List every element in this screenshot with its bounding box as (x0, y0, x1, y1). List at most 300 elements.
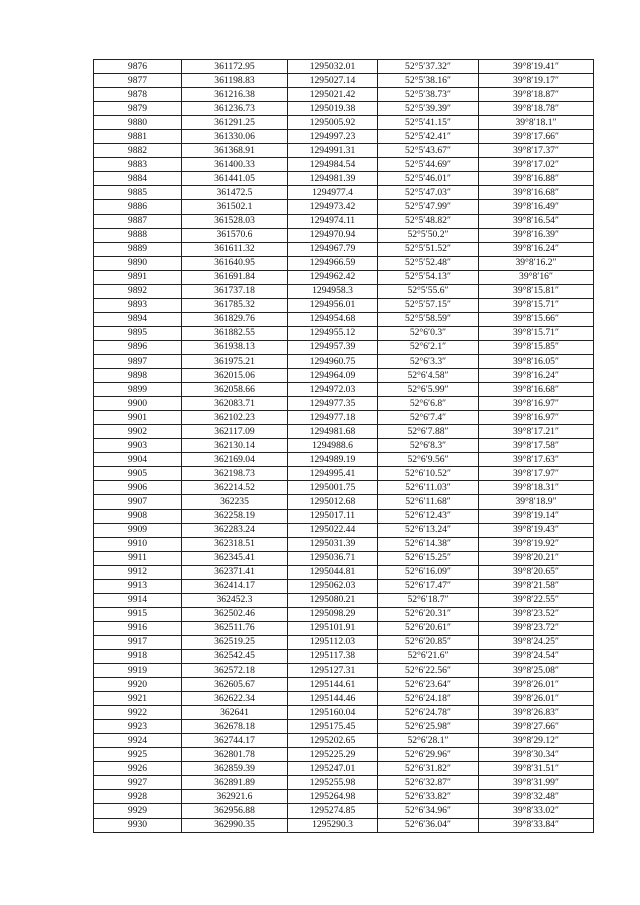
x-coordinate-cell: 361640.95 (182, 256, 288, 270)
x-coordinate-cell: 362015.06 (182, 369, 288, 383)
x-coordinate-cell: 362502.46 (182, 607, 288, 621)
latitude-cell: 52°5′38.73″ (378, 88, 479, 102)
longitude-cell: 39°8′29.12″ (479, 734, 594, 748)
point-number-cell: 9891 (94, 270, 182, 284)
longitude-cell: 39°8′26.83″ (479, 706, 594, 720)
longitude-cell: 39°8′16.54″ (479, 214, 594, 228)
table-row (94, 144, 594, 158)
longitude-cell: 39°8′27.66″ (479, 720, 594, 734)
latitude-cell: 52°6′21.6″ (378, 649, 479, 663)
table-row (94, 158, 594, 172)
x-coordinate-cell: 361691.84 (182, 270, 288, 284)
longitude-cell: 39°8′16.97″ (479, 397, 594, 411)
longitude-cell: 39°8′23.52″ (479, 607, 594, 621)
latitude-cell: 52°5′57.15″ (378, 298, 479, 312)
point-number-cell: 9886 (94, 200, 182, 214)
x-coordinate-cell: 362921.6 (182, 790, 288, 804)
point-number-cell: 9887 (94, 214, 182, 228)
y-coordinate-cell: 1295036.71 (288, 551, 378, 565)
table-row (94, 270, 594, 284)
x-coordinate-cell: 361570.6 (182, 228, 288, 242)
table-row (94, 369, 594, 383)
x-coordinate-cell: 361737.18 (182, 284, 288, 298)
point-number-cell: 9895 (94, 326, 182, 340)
table-row (94, 186, 594, 200)
latitude-cell: 52°5′38.16″ (378, 74, 479, 88)
point-number-cell: 9905 (94, 467, 182, 481)
point-number-cell: 9925 (94, 748, 182, 762)
x-coordinate-cell: 362859.39 (182, 762, 288, 776)
latitude-cell: 52°6′31.82″ (378, 762, 479, 776)
longitude-cell: 39°8′19.43″ (479, 523, 594, 537)
longitude-cell: 39°8′31.51″ (479, 762, 594, 776)
y-coordinate-cell: 1295175.45 (288, 720, 378, 734)
y-coordinate-cell: 1295022.44 (288, 523, 378, 537)
table-row (94, 776, 594, 790)
table-row (94, 467, 594, 481)
table-row (94, 706, 594, 720)
point-number-cell: 9898 (94, 369, 182, 383)
latitude-cell: 52°6′12.43″ (378, 509, 479, 523)
table-row (94, 326, 594, 340)
latitude-cell: 52°6′2.1″ (378, 340, 479, 354)
y-coordinate-cell: 1294995.41 (288, 467, 378, 481)
latitude-cell: 52°5′43.67″ (378, 144, 479, 158)
longitude-cell: 39°8′17.66″ (479, 130, 594, 144)
x-coordinate-cell: 361785.32 (182, 298, 288, 312)
x-coordinate-cell: 362956.88 (182, 804, 288, 818)
point-number-cell: 9877 (94, 74, 182, 88)
x-coordinate-cell: 361829.76 (182, 312, 288, 326)
y-coordinate-cell: 1295160.04 (288, 706, 378, 720)
latitude-cell: 52°6′36.04″ (378, 818, 479, 832)
y-coordinate-cell: 1294981.39 (288, 172, 378, 186)
point-number-cell: 9922 (94, 706, 182, 720)
table-row (94, 551, 594, 565)
y-coordinate-cell: 1295144.46 (288, 692, 378, 706)
x-coordinate-cell: 362891.89 (182, 776, 288, 790)
table-row (94, 664, 594, 678)
point-number-cell: 9916 (94, 621, 182, 635)
point-number-cell: 9892 (94, 284, 182, 298)
x-coordinate-cell: 361502.1 (182, 200, 288, 214)
table-row (94, 298, 594, 312)
longitude-cell: 39°8′15.66″ (479, 312, 594, 326)
x-coordinate-cell: 362511.76 (182, 621, 288, 635)
y-coordinate-cell: 1294997.23 (288, 130, 378, 144)
y-coordinate-cell: 1294981.68 (288, 425, 378, 439)
y-coordinate-cell: 1294957.39 (288, 340, 378, 354)
longitude-cell: 39°8′16.39″ (479, 228, 594, 242)
x-coordinate-cell: 362414.17 (182, 579, 288, 593)
x-coordinate-cell: 362371.41 (182, 565, 288, 579)
point-number-cell: 9914 (94, 593, 182, 607)
y-coordinate-cell: 1295080.21 (288, 593, 378, 607)
latitude-cell: 52°6′18.7″ (378, 593, 479, 607)
longitude-cell: 39°8′17.21″ (479, 425, 594, 439)
x-coordinate-cell: 362542.45 (182, 649, 288, 663)
point-number-cell: 9880 (94, 116, 182, 130)
point-number-cell: 9907 (94, 495, 182, 509)
table-row (94, 453, 594, 467)
y-coordinate-cell: 1294988.6 (288, 439, 378, 453)
y-coordinate-cell: 1294962.42 (288, 270, 378, 284)
x-coordinate-cell: 361975.21 (182, 354, 288, 368)
longitude-cell: 39°8′26.01″ (479, 692, 594, 706)
point-number-cell: 9876 (94, 60, 182, 74)
point-number-cell: 9911 (94, 551, 182, 565)
x-coordinate-cell: 361198.83 (182, 74, 288, 88)
latitude-cell: 52°6′8.3″ (378, 439, 479, 453)
table-row (94, 340, 594, 354)
point-number-cell: 9896 (94, 340, 182, 354)
y-coordinate-cell: 1294977.4 (288, 186, 378, 200)
y-coordinate-cell: 1295117.38 (288, 649, 378, 663)
longitude-cell: 39°8′18.87″ (479, 88, 594, 102)
longitude-cell: 39°8′17.37″ (479, 144, 594, 158)
point-number-cell: 9900 (94, 397, 182, 411)
longitude-cell: 39°8′26.01″ (479, 678, 594, 692)
y-coordinate-cell: 1295021.42 (288, 88, 378, 102)
x-coordinate-cell: 362198.73 (182, 467, 288, 481)
longitude-cell: 39°8′18.78″ (479, 102, 594, 116)
x-coordinate-cell: 362572.18 (182, 664, 288, 678)
y-coordinate-cell: 1295255.98 (288, 776, 378, 790)
longitude-cell: 39°8′22.55″ (479, 593, 594, 607)
latitude-cell: 52°6′17.47″ (378, 579, 479, 593)
table-row (94, 74, 594, 88)
longitude-cell: 39°8′19.41″ (479, 60, 594, 74)
table-row (94, 818, 594, 832)
table-row (94, 565, 594, 579)
y-coordinate-cell: 1294974.11 (288, 214, 378, 228)
longitude-cell: 39°8′16.2″ (479, 256, 594, 270)
point-number-cell: 9903 (94, 439, 182, 453)
latitude-cell: 52°5′51.52″ (378, 242, 479, 256)
latitude-cell: 52°5′58.59″ (378, 312, 479, 326)
x-coordinate-cell: 362083.71 (182, 397, 288, 411)
x-coordinate-cell: 362258.19 (182, 509, 288, 523)
point-number-cell: 9917 (94, 635, 182, 649)
point-number-cell: 9926 (94, 762, 182, 776)
x-coordinate-cell: 362235 (182, 495, 288, 509)
point-number-cell: 9894 (94, 312, 182, 326)
point-number-cell: 9884 (94, 172, 182, 186)
longitude-cell: 39°8′16.68″ (479, 186, 594, 200)
latitude-cell: 52°6′25.98″ (378, 720, 479, 734)
point-number-cell: 9921 (94, 692, 182, 706)
coordinates-table (93, 59, 594, 833)
point-number-cell: 9927 (94, 776, 182, 790)
y-coordinate-cell: 1294966.59 (288, 256, 378, 270)
table-row (94, 607, 594, 621)
latitude-cell: 52°6′3.3″ (378, 354, 479, 368)
table-row (94, 411, 594, 425)
point-number-cell: 9901 (94, 411, 182, 425)
x-coordinate-cell: 361938.13 (182, 340, 288, 354)
latitude-cell: 52°6′24.78″ (378, 706, 479, 720)
latitude-cell: 52°6′34.96″ (378, 804, 479, 818)
table-row (94, 312, 594, 326)
x-coordinate-cell: 362519.25 (182, 635, 288, 649)
x-coordinate-cell: 362169.04 (182, 453, 288, 467)
point-number-cell: 9928 (94, 790, 182, 804)
latitude-cell: 52°6′20.85″ (378, 635, 479, 649)
y-coordinate-cell: 1294989.19 (288, 453, 378, 467)
table-row (94, 621, 594, 635)
x-coordinate-cell: 362990.35 (182, 818, 288, 832)
point-number-cell: 9889 (94, 242, 182, 256)
table-row (94, 593, 594, 607)
x-coordinate-cell: 361172.95 (182, 60, 288, 74)
longitude-cell: 39°8′19.92″ (479, 537, 594, 551)
x-coordinate-cell: 361236.73 (182, 102, 288, 116)
longitude-cell: 39°8′18.1″ (479, 116, 594, 130)
y-coordinate-cell: 1294977.35 (288, 397, 378, 411)
point-number-cell: 9918 (94, 649, 182, 663)
y-coordinate-cell: 1295012.68 (288, 495, 378, 509)
latitude-cell: 52°5′44.69″ (378, 158, 479, 172)
latitude-cell: 52°6′7.4″ (378, 411, 479, 425)
latitude-cell: 52°6′9.56″ (378, 453, 479, 467)
table-row (94, 284, 594, 298)
y-coordinate-cell: 1295247.01 (288, 762, 378, 776)
latitude-cell: 52°6′14.38″ (378, 537, 479, 551)
latitude-cell: 52°6′29.96″ (378, 748, 479, 762)
longitude-cell: 39°8′15.71″ (479, 326, 594, 340)
longitude-cell: 39°8′32.48″ (479, 790, 594, 804)
x-coordinate-cell: 361330.06 (182, 130, 288, 144)
point-number-cell: 9908 (94, 509, 182, 523)
point-number-cell: 9930 (94, 818, 182, 832)
point-number-cell: 9919 (94, 664, 182, 678)
table-row (94, 748, 594, 762)
latitude-cell: 52°5′54.13″ (378, 270, 479, 284)
point-number-cell: 9923 (94, 720, 182, 734)
longitude-cell: 39°8′16.05″ (479, 354, 594, 368)
point-number-cell: 9881 (94, 130, 182, 144)
table-row (94, 354, 594, 368)
x-coordinate-cell: 362345.41 (182, 551, 288, 565)
x-coordinate-cell: 362058.66 (182, 383, 288, 397)
point-number-cell: 9899 (94, 383, 182, 397)
latitude-cell: 52°6′5.99″ (378, 383, 479, 397)
point-number-cell: 9888 (94, 228, 182, 242)
latitude-cell: 52°5′47.03″ (378, 186, 479, 200)
y-coordinate-cell: 1295202.65 (288, 734, 378, 748)
longitude-cell: 39°8′16.97″ (479, 411, 594, 425)
longitude-cell: 39°8′31.99″ (479, 776, 594, 790)
longitude-cell: 39°8′20.65″ (479, 565, 594, 579)
table-row (94, 228, 594, 242)
x-coordinate-cell: 362452.3 (182, 593, 288, 607)
point-number-cell: 9897 (94, 354, 182, 368)
latitude-cell: 52°5′37.32″ (378, 60, 479, 74)
point-number-cell: 9904 (94, 453, 182, 467)
table-row (94, 649, 594, 663)
point-number-cell: 9913 (94, 579, 182, 593)
x-coordinate-cell: 362130.14 (182, 439, 288, 453)
x-coordinate-cell: 362622.34 (182, 692, 288, 706)
x-coordinate-cell: 361400.33 (182, 158, 288, 172)
table-row (94, 537, 594, 551)
point-number-cell: 9882 (94, 144, 182, 158)
x-coordinate-cell: 361441.05 (182, 172, 288, 186)
longitude-cell: 39°8′15.85″ (479, 340, 594, 354)
longitude-cell: 39°8′24.54″ (479, 649, 594, 663)
longitude-cell: 39°8′16.88″ (479, 172, 594, 186)
point-number-cell: 9902 (94, 425, 182, 439)
point-number-cell: 9912 (94, 565, 182, 579)
y-coordinate-cell: 1295274.85 (288, 804, 378, 818)
point-number-cell: 9906 (94, 481, 182, 495)
latitude-cell: 52°6′0.3″ (378, 326, 479, 340)
point-number-cell: 9879 (94, 102, 182, 116)
latitude-cell: 52°6′4.58″ (378, 369, 479, 383)
latitude-cell: 52°6′13.24″ (378, 523, 479, 537)
point-number-cell: 9909 (94, 523, 182, 537)
longitude-cell: 39°8′18.31″ (479, 481, 594, 495)
x-coordinate-cell: 362318.51 (182, 537, 288, 551)
latitude-cell: 52°6′28.1″ (378, 734, 479, 748)
y-coordinate-cell: 1295098.29 (288, 607, 378, 621)
table-row (94, 790, 594, 804)
latitude-cell: 52°6′11.68″ (378, 495, 479, 509)
table-row (94, 734, 594, 748)
latitude-cell: 52°6′15.25″ (378, 551, 479, 565)
longitude-cell: 39°8′19.14″ (479, 509, 594, 523)
longitude-cell: 39°8′33.02″ (479, 804, 594, 818)
longitude-cell: 39°8′17.02″ (479, 158, 594, 172)
y-coordinate-cell: 1295031.39 (288, 537, 378, 551)
longitude-cell: 39°8′18.9″ (479, 495, 594, 509)
latitude-cell: 52°5′42.41″ (378, 130, 479, 144)
latitude-cell: 52°5′50.2″ (378, 228, 479, 242)
y-coordinate-cell: 1294955.12 (288, 326, 378, 340)
point-number-cell: 9920 (94, 678, 182, 692)
table-row (94, 383, 594, 397)
y-coordinate-cell: 1294970.94 (288, 228, 378, 242)
latitude-cell: 52°5′47.99″ (378, 200, 479, 214)
table-row (94, 200, 594, 214)
point-number-cell: 9929 (94, 804, 182, 818)
y-coordinate-cell: 1295044.81 (288, 565, 378, 579)
x-coordinate-cell: 361291.25 (182, 116, 288, 130)
y-coordinate-cell: 1295019.38 (288, 102, 378, 116)
y-coordinate-cell: 1295017.11 (288, 509, 378, 523)
y-coordinate-cell: 1294958.3 (288, 284, 378, 298)
y-coordinate-cell: 1295062.03 (288, 579, 378, 593)
x-coordinate-cell: 362605.67 (182, 678, 288, 692)
y-coordinate-cell: 1294960.75 (288, 354, 378, 368)
longitude-cell: 39°8′16.49″ (479, 200, 594, 214)
table-row (94, 214, 594, 228)
table-row (94, 804, 594, 818)
y-coordinate-cell: 1294991.31 (288, 144, 378, 158)
latitude-cell: 52°5′55.6″ (378, 284, 479, 298)
y-coordinate-cell: 1294954.68 (288, 312, 378, 326)
table-row (94, 495, 594, 509)
longitude-cell: 39°8′24.25″ (479, 635, 594, 649)
latitude-cell: 52°6′24.18″ (378, 692, 479, 706)
latitude-cell: 52°5′41.15″ (378, 116, 479, 130)
x-coordinate-cell: 362283.24 (182, 523, 288, 537)
x-coordinate-cell: 362801.78 (182, 748, 288, 762)
latitude-cell: 52°6′11.03″ (378, 481, 479, 495)
longitude-cell: 39°8′16″ (479, 270, 594, 284)
y-coordinate-cell: 1294984.54 (288, 158, 378, 172)
coordinates-table-body (94, 60, 594, 833)
y-coordinate-cell: 1295264.98 (288, 790, 378, 804)
table-row (94, 762, 594, 776)
longitude-cell: 39°8′16.24″ (479, 369, 594, 383)
table-row (94, 88, 594, 102)
longitude-cell: 39°8′33.84″ (479, 818, 594, 832)
x-coordinate-cell: 361611.32 (182, 242, 288, 256)
latitude-cell: 52°6′23.64″ (378, 678, 479, 692)
y-coordinate-cell: 1295290.3 (288, 818, 378, 832)
x-coordinate-cell: 361472.5 (182, 186, 288, 200)
x-coordinate-cell: 362678.18 (182, 720, 288, 734)
table-row (94, 439, 594, 453)
longitude-cell: 39°8′16.24″ (479, 242, 594, 256)
latitude-cell: 52°5′46.01″ (378, 172, 479, 186)
longitude-cell: 39°8′17.63″ (479, 453, 594, 467)
y-coordinate-cell: 1294967.79 (288, 242, 378, 256)
longitude-cell: 39°8′19.17″ (479, 74, 594, 88)
y-coordinate-cell: 1295032.01 (288, 60, 378, 74)
longitude-cell: 39°8′16.68″ (479, 383, 594, 397)
y-coordinate-cell: 1295112.03 (288, 635, 378, 649)
y-coordinate-cell: 1295005.92 (288, 116, 378, 130)
y-coordinate-cell: 1294964.09 (288, 369, 378, 383)
y-coordinate-cell: 1295225.29 (288, 748, 378, 762)
table-row (94, 425, 594, 439)
latitude-cell: 52°6′6.8″ (378, 397, 479, 411)
point-number-cell: 9890 (94, 256, 182, 270)
latitude-cell: 52°6′22.56″ (378, 664, 479, 678)
point-number-cell: 9910 (94, 537, 182, 551)
point-number-cell: 9878 (94, 88, 182, 102)
y-coordinate-cell: 1294977.18 (288, 411, 378, 425)
table-row (94, 635, 594, 649)
point-number-cell: 9893 (94, 298, 182, 312)
point-number-cell: 9885 (94, 186, 182, 200)
table-row (94, 481, 594, 495)
table-row (94, 523, 594, 537)
latitude-cell: 52°6′32.87″ (378, 776, 479, 790)
x-coordinate-cell: 361882.55 (182, 326, 288, 340)
table-row (94, 256, 594, 270)
longitude-cell: 39°8′15.81″ (479, 284, 594, 298)
latitude-cell: 52°6′20.61″ (378, 621, 479, 635)
latitude-cell: 52°6′7.88″ (378, 425, 479, 439)
table-row (94, 242, 594, 256)
table-row (94, 678, 594, 692)
y-coordinate-cell: 1294972.03 (288, 383, 378, 397)
latitude-cell: 52°6′16.09″ (378, 565, 479, 579)
y-coordinate-cell: 1295027.14 (288, 74, 378, 88)
x-coordinate-cell: 361528.03 (182, 214, 288, 228)
point-number-cell: 9915 (94, 607, 182, 621)
table-row (94, 102, 594, 116)
x-coordinate-cell: 362117.09 (182, 425, 288, 439)
longitude-cell: 39°8′23.72″ (479, 621, 594, 635)
x-coordinate-cell: 361216.38 (182, 88, 288, 102)
x-coordinate-cell: 362102.23 (182, 411, 288, 425)
longitude-cell: 39°8′21.58″ (479, 579, 594, 593)
latitude-cell: 52°5′48.82″ (378, 214, 479, 228)
